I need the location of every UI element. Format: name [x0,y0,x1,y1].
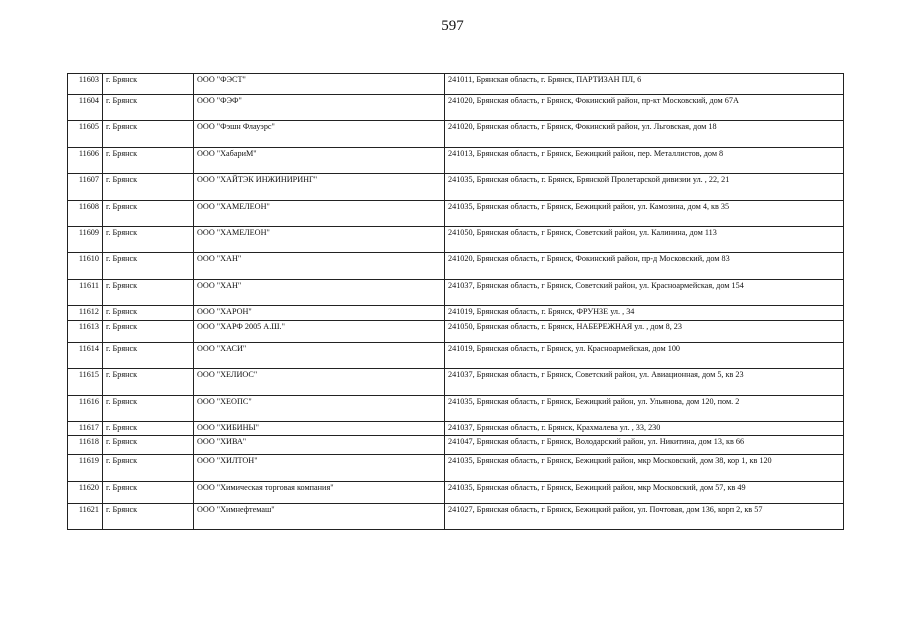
row-city-cell: г. Брянск [103,455,194,482]
row-city-cell: г. Брянск [103,321,194,343]
row-id-cell: 11604 [68,95,103,121]
row-org-cell: ООО "ФЭСТ" [194,74,445,95]
row-city-cell: г. Брянск [103,201,194,227]
row-address-cell: 241050, Брянская область, г. Брянск, НАБЕРЕЖНАЯ ул. , дом 8, 23 [445,321,844,343]
row-city-cell: г. Брянск [103,253,194,280]
row-org-cell: ООО "ХАСИ" [194,343,445,369]
row-address-cell: 241019, Брянская область, г. Брянск, ФРУНЗЕ ул. , 34 [445,306,844,321]
row-address-cell: 241037, Брянская область, г Брянск, Советский район, ул. Авиационная, дом 5, кв 23 [445,369,844,396]
row-city-cell: г. Брянск [103,121,194,148]
row-org-cell: ООО "ХАРОН" [194,306,445,321]
row-org-cell: ООО "ФЭФ" [194,95,445,121]
row-org-cell: ООО "ХИБИНЫ" [194,422,445,436]
row-id-cell: 11603 [68,74,103,95]
row-id-cell: 11605 [68,121,103,148]
row-address-cell: 241035, Брянская область, г Брянск, Бежицкий район, мкр Московский, дом 38, кор 1, кв 120 [445,455,844,482]
row-city-cell: г. Брянск [103,95,194,121]
row-org-cell: ООО "ХИВА" [194,436,445,455]
row-address-cell: 241020, Брянская область, г Брянск, Фокинский район, пр-д Московский, дом 83 [445,253,844,280]
row-id-cell: 11607 [68,174,103,201]
row-org-cell: ООО "ХабариМ" [194,148,445,174]
row-id-cell: 11614 [68,343,103,369]
table-row [68,148,844,174]
row-address-cell: 241035, Брянская область, г. Брянск, Брянской Пролетарской дивизии ул. , 22, 21 [445,174,844,201]
row-id-cell: 11608 [68,201,103,227]
row-address-cell: 241047, Брянская область, г Брянск, Володарский район, ул. Никитина, дом 13, кв 66 [445,436,844,455]
row-city-cell: г. Брянск [103,422,194,436]
row-org-cell: ООО "Химнефтемаш" [194,504,445,530]
row-org-cell: ООО "ХЕОПС" [194,396,445,422]
row-id-cell: 11609 [68,227,103,253]
table-row [68,174,844,201]
row-address-cell: 241020, Брянская область, г Брянск, Фокинский район, пр-кт Московский, дом 67А [445,95,844,121]
row-org-cell: ООО "ХАЙТЭК ИНЖИНИРИНГ" [194,174,445,201]
row-id-cell: 11619 [68,455,103,482]
row-address-cell: 241035, Брянская область, г Брянск, Бежицкий район, мкр Московский, дом 57, кв 49 [445,482,844,504]
row-address-cell: 241037, Брянская область, г Брянск, Советский район, ул. Красноармейская, дом 154 [445,280,844,306]
table-row [68,422,844,436]
table-row [68,74,844,95]
row-id-cell: 11615 [68,369,103,396]
row-address-cell: 241035, Брянская область, г Брянск, Бежицкий район, ул. Ульянова, дом 120, пом. 2 [445,396,844,422]
row-city-cell: г. Брянск [103,343,194,369]
row-address-cell: 241013, Брянская область, г Брянск, Бежицкий район, пер. Металлистов, дом 8 [445,148,844,174]
row-address-cell: 241019, Брянская область, г Брянск, ул. Красноармейская, дом 100 [445,343,844,369]
row-org-cell: ООО "ХАМЕЛЕОН" [194,227,445,253]
row-city-cell: г. Брянск [103,396,194,422]
row-id-cell: 11612 [68,306,103,321]
row-id-cell: 11617 [68,422,103,436]
row-city-cell: г. Брянск [103,306,194,321]
registry-table [67,73,844,530]
table-row [68,436,844,455]
row-address-cell: 241011, Брянская область, г. Брянск, ПАРТИЗАН ПЛ, 6 [445,74,844,95]
row-city-cell: г. Брянск [103,280,194,306]
row-id-cell: 11606 [68,148,103,174]
row-address-cell: 241037, Брянская область, г. Брянск, Крахмалева ул. , 33, 230 [445,422,844,436]
row-id-cell: 11613 [68,321,103,343]
row-id-cell: 11616 [68,396,103,422]
row-org-cell: ООО "ХИЛТОН" [194,455,445,482]
row-address-cell: 241027, Брянская область, г Брянск, Бежицкий район, ул. Почтовая, дом 136, корп 2, кв 57 [445,504,844,530]
row-org-cell: ООО "ХЕЛИОС" [194,369,445,396]
row-org-cell: ООО "ХАМЕЛЕОН" [194,201,445,227]
row-city-cell: г. Брянск [103,369,194,396]
row-city-cell: г. Брянск [103,504,194,530]
row-org-cell: ООО "ХАН" [194,280,445,306]
row-id-cell: 11610 [68,253,103,280]
table-row [68,121,844,148]
row-city-cell: г. Брянск [103,148,194,174]
registry-body [68,74,844,530]
row-org-cell: ООО "Химическая торговая компания" [194,482,445,504]
table-row [68,504,844,530]
row-city-cell: г. Брянск [103,174,194,201]
page-number: 597 [441,18,464,34]
row-address-cell: 241050, Брянская область, г Брянск, Советский район, ул. Калинина, дом 113 [445,227,844,253]
table-row [68,369,844,396]
table-row [68,280,844,306]
row-city-cell: г. Брянск [103,436,194,455]
row-address-cell: 241020, Брянская область, г Брянск, Фокинский район, ул. Льговская, дом 18 [445,121,844,148]
row-id-cell: 11618 [68,436,103,455]
table-row [68,253,844,280]
table-row [68,95,844,121]
row-org-cell: ООО "ХАН" [194,253,445,280]
row-id-cell: 11620 [68,482,103,504]
row-org-cell: ООО "ХАРФ 2005 А.Ш." [194,321,445,343]
table-row [68,201,844,227]
table-row [68,396,844,422]
row-org-cell: ООО "Фэшн Флауэрс" [194,121,445,148]
row-city-cell: г. Брянск [103,74,194,95]
row-address-cell: 241035, Брянская область, г Брянск, Бежицкий район, ул. Камозина, дом 4, кв 35 [445,201,844,227]
table-row [68,321,844,343]
table-row [68,343,844,369]
row-id-cell: 11621 [68,504,103,530]
table-row [68,306,844,321]
row-city-cell: г. Брянск [103,227,194,253]
row-city-cell: г. Брянск [103,482,194,504]
table-row [68,455,844,482]
row-id-cell: 11611 [68,280,103,306]
table-row [68,227,844,253]
table-row [68,482,844,504]
